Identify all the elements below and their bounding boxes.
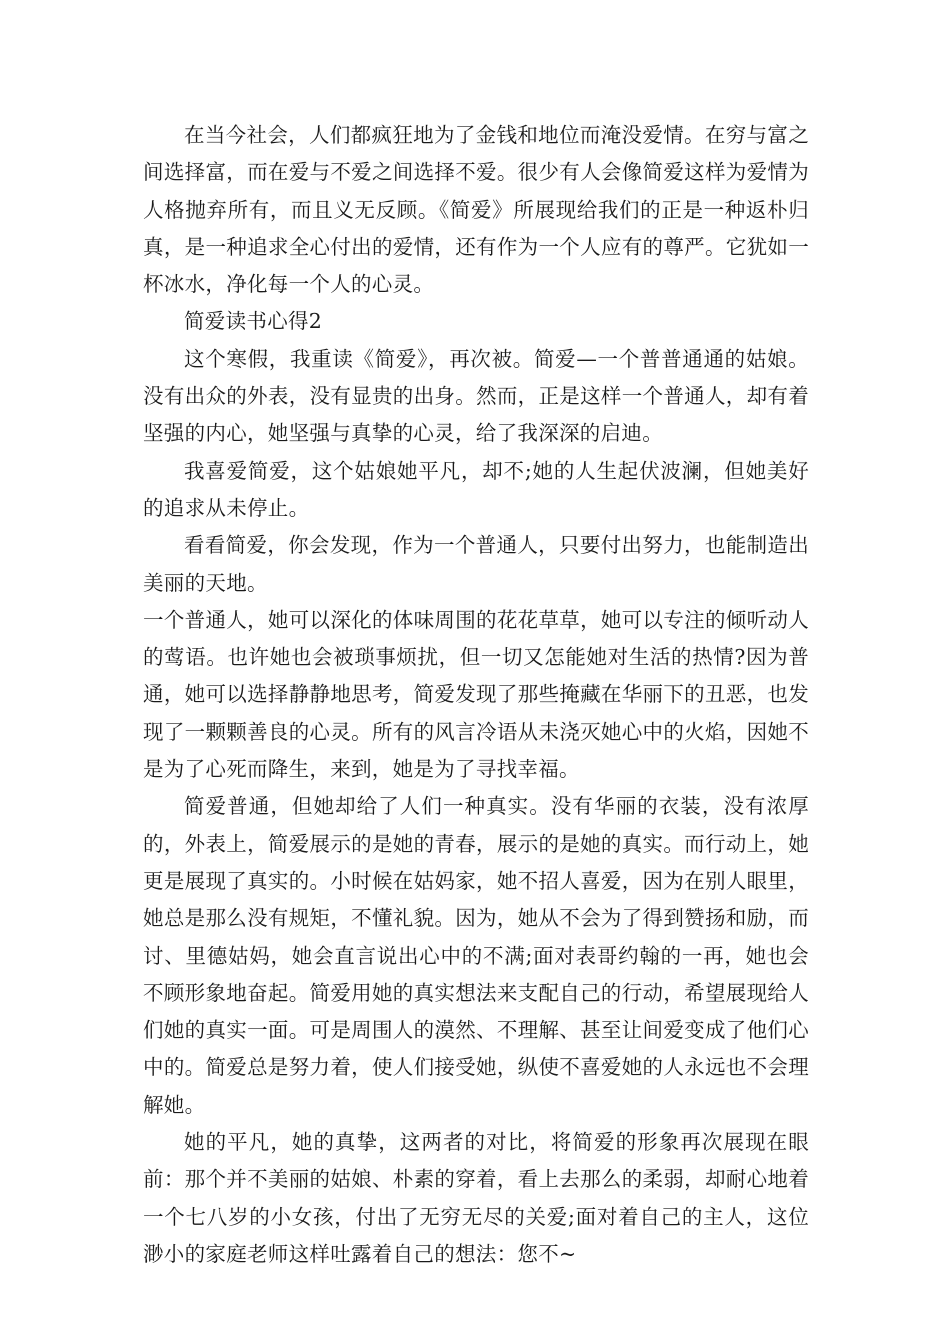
paragraph-like: 我喜爱简爱，这个姑娘她平凡，却不;她的人生起伏波澜，但她美好的追求从未停止。 bbox=[143, 458, 809, 520]
paragraph-contrast: 她的平凡，她的真挚，这两者的对比，将简爱的形象再次展现在眼前：那个并不美丽的姑娘、朴素的穿着，看上去那么的柔弱，却耐心地着一个七八岁的小女孩，付出了无穷无尽的关爱;面对着自己的主人，这位渺小的家庭老师这样吐露着自己的想法：您不~ bbox=[143, 1130, 809, 1266]
paragraph-ordinary: 一个普通人，她可以深化的体味周围的花花草草，她可以专注的倾听动人的莺语。也许她也会被琐事烦扰，但一切又怎能她对生活的热情?因为普通，她可以选择静静地思考，简爱发现了那些掩藏在华丽下的丑恶，也发现了一颗颗善良的心灵。所有的风言冷语从未浇灭她心中的火焰，因她不是为了心死而降生，来到，她是为了寻找幸福。 bbox=[143, 607, 809, 782]
paragraph-reread: 这个寒假，我重读《简爱》，再次被。简爱—一个普普通通的姑娘。没有出众的外表，没有显贵的出身。然而，正是这样一个普通人，却有着坚强的内心，她坚强与真挚的心灵，给了我深深的启迪。 bbox=[143, 346, 809, 446]
section-heading: 简爱读书心得2 bbox=[184, 309, 323, 334]
paragraph-truth: 简爱普通，但她却给了人们一种真实。没有华丽的衣装，没有浓厚的，外表上，简爱展示的是她的青春，展示的是她的真实。而行动上，她更是展现了真实的。小时候在姑妈家，她不招人喜爱，因为在别人眼里，她总是那么没有规矩，不懂礼貌。因为，她从不会为了得到赞扬和励，而讨、里德姑妈，她会直言说出心中的不满;面对表哥约翰的一再，她也会不顾形象地奋起。简爱用她的真实想法来支配自己的行动，希望展现给人们她的真实一面。可是周围人的漠然、不理解、甚至让间爱变成了他们心中的。简爱总是努力着，使人们接受她，纵使不喜爱她的人永远也不会理解她。 bbox=[143, 794, 809, 1117]
paragraph-look: 看看简爱，你会发现，作为一个普通人，只要付出努力，也能制造出美丽的天地。 bbox=[143, 533, 809, 595]
paragraph-intro: 在当今社会，人们都疯狂地为了金钱和地位而淹没爱情。在穷与富之间选择富，而在爱与不爱之间选择不爱。很少有人会像简爱这样为爱情为人格抛弃所有，而且义无反顾。《简爱》所展现给我们的正是一种返朴归真，是一种追求全心付出的爱情，还有作为一个人应有的尊严。它犹如一杯冰水，净化每一个人的心灵。 bbox=[143, 123, 809, 297]
document-body bbox=[143, 117, 809, 1273]
